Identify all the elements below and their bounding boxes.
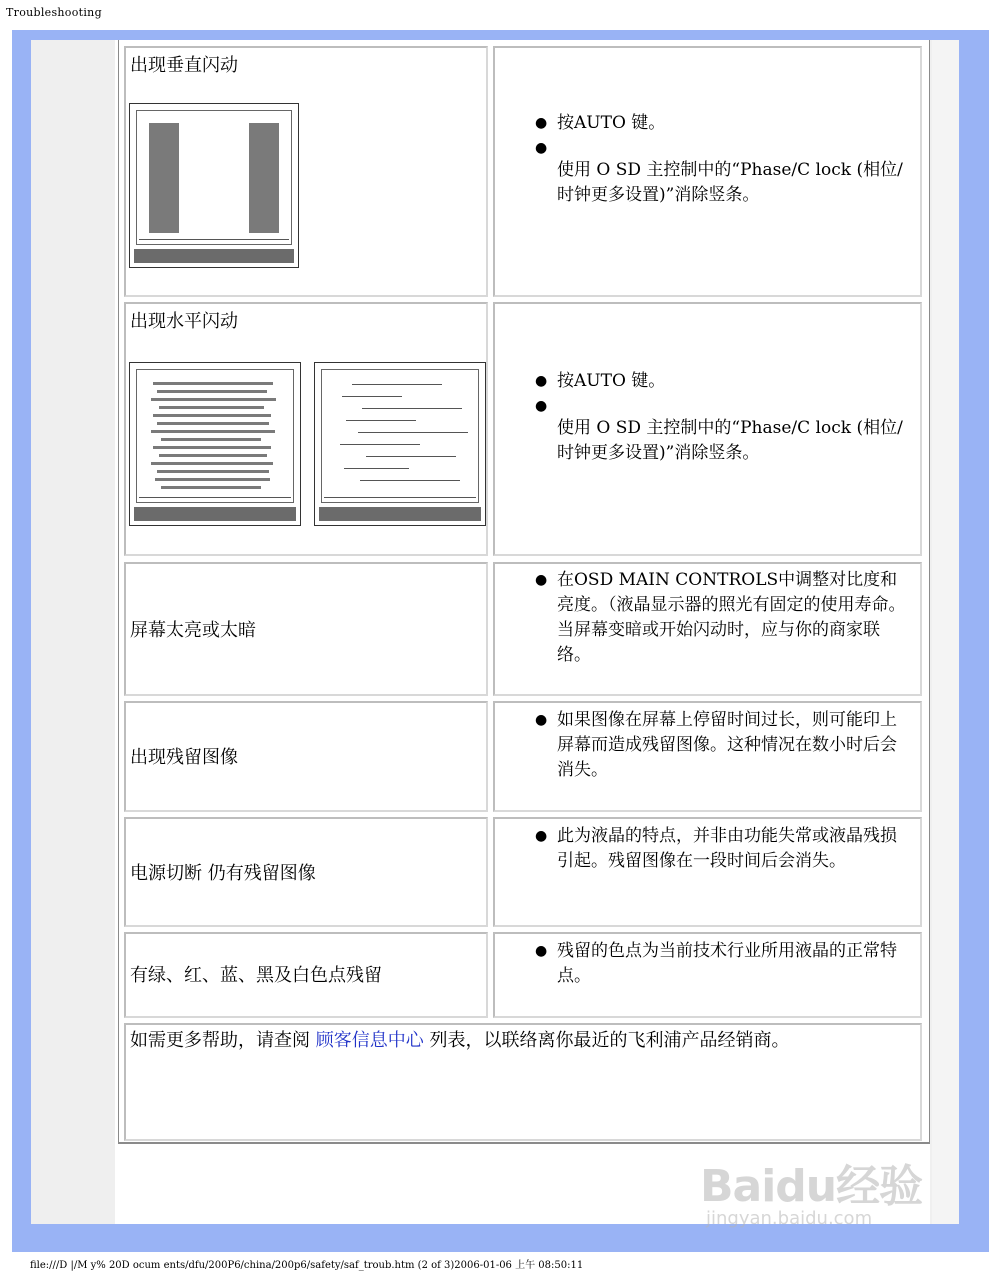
footer-file-path: file:///D |/M y% 20D ocum ents/dfu/200P6/china/200p6/safety/saf_troub.htm (2 of 3)2006-01-06 上午 08:50:11 bbox=[30, 1260, 584, 1271]
problem-label: 有绿、红、蓝、黑及白色点残留 bbox=[130, 965, 382, 986]
solution-list bbox=[535, 111, 905, 208]
problem-cell-power-off-persistence bbox=[124, 817, 488, 927]
solution-list bbox=[535, 708, 913, 783]
problem-label: 出现残留图像 bbox=[130, 747, 238, 768]
list-item: 使用 O SD 主控制中的“Phase/C lock (相位/时钟更多设置)”消除竖条。 bbox=[557, 160, 903, 205]
solution-cell-power-off-persistence bbox=[493, 817, 922, 927]
solution-cell-horizontal-flicker bbox=[493, 302, 922, 556]
list-item: ● 残留的色点为当前技术行业所用液晶的正常特点。 bbox=[535, 941, 897, 986]
solution-cell-vertical-flicker bbox=[493, 46, 922, 297]
solution-cell-brightness bbox=[493, 562, 922, 696]
solution-list bbox=[535, 824, 913, 874]
problem-cell-vertical-flicker bbox=[124, 46, 488, 297]
problem-label: 电源切断 仍有残留图像 bbox=[130, 863, 316, 884]
watermark-logo: Baidu经验 bbox=[700, 1161, 923, 1212]
solution-list bbox=[535, 369, 905, 466]
right-stripe bbox=[932, 40, 959, 1224]
solution-list bbox=[535, 939, 913, 989]
horizontal-flicker-illustration-sparse bbox=[314, 362, 486, 526]
customer-info-center-link[interactable]: 顾客信息中心 bbox=[315, 1030, 424, 1051]
list-item: ● bbox=[535, 398, 548, 414]
problem-label: 出现水平闪动 bbox=[130, 311, 238, 332]
solution-list bbox=[535, 568, 913, 668]
watermark-url: jingyan.baidu.com bbox=[706, 1208, 873, 1229]
horizontal-flicker-illustration-dense bbox=[129, 362, 301, 526]
baidu-watermark bbox=[700, 1150, 923, 1229]
list-item: ● 如果图像在屏幕上停留时间过长，则可能印上屏幕而造成残留图像。这种情况在数小时后会消失。 bbox=[535, 710, 897, 780]
vertical-flicker-illustration bbox=[129, 103, 299, 268]
problem-cell-brightness bbox=[124, 562, 488, 696]
solution-cell-colored-dots bbox=[493, 932, 922, 1018]
page-title: Troubleshooting bbox=[6, 6, 102, 19]
problem-cell-image-persistence bbox=[124, 701, 488, 812]
problem-label: 屏幕太亮或太暗 bbox=[130, 620, 256, 641]
help-text: 如需更多帮助，请查阅 顾客信息中心 列表，以联络离你最近的飞利浦产品经销商。 bbox=[130, 1030, 790, 1051]
help-cell bbox=[124, 1023, 922, 1141]
list-item: ● 按AUTO 键。 bbox=[535, 113, 666, 133]
solution-cell-image-persistence bbox=[493, 701, 922, 812]
problem-label: 出现垂直闪动 bbox=[130, 55, 238, 76]
list-item: 使用 O SD 主控制中的“Phase/C lock (相位/时钟更多设置)”消除竖条。 bbox=[557, 418, 903, 463]
list-item: ● 在OSD MAIN CONTROLS中调整对比度和亮度。（液晶显示器的照光有固定的使用寿命。当屏幕变暗或开始闪动时，应与你的商家联络。 bbox=[535, 570, 906, 665]
problem-cell-horizontal-flicker bbox=[124, 302, 488, 556]
list-item: ● 按AUTO 键。 bbox=[535, 371, 666, 391]
problem-cell-colored-dots bbox=[124, 932, 488, 1018]
list-item: ● bbox=[535, 140, 548, 156]
list-item: ● 此为液晶的特点，并非由功能失常或液晶残损引起。残留图像在一段时间后会消失。 bbox=[535, 826, 897, 871]
